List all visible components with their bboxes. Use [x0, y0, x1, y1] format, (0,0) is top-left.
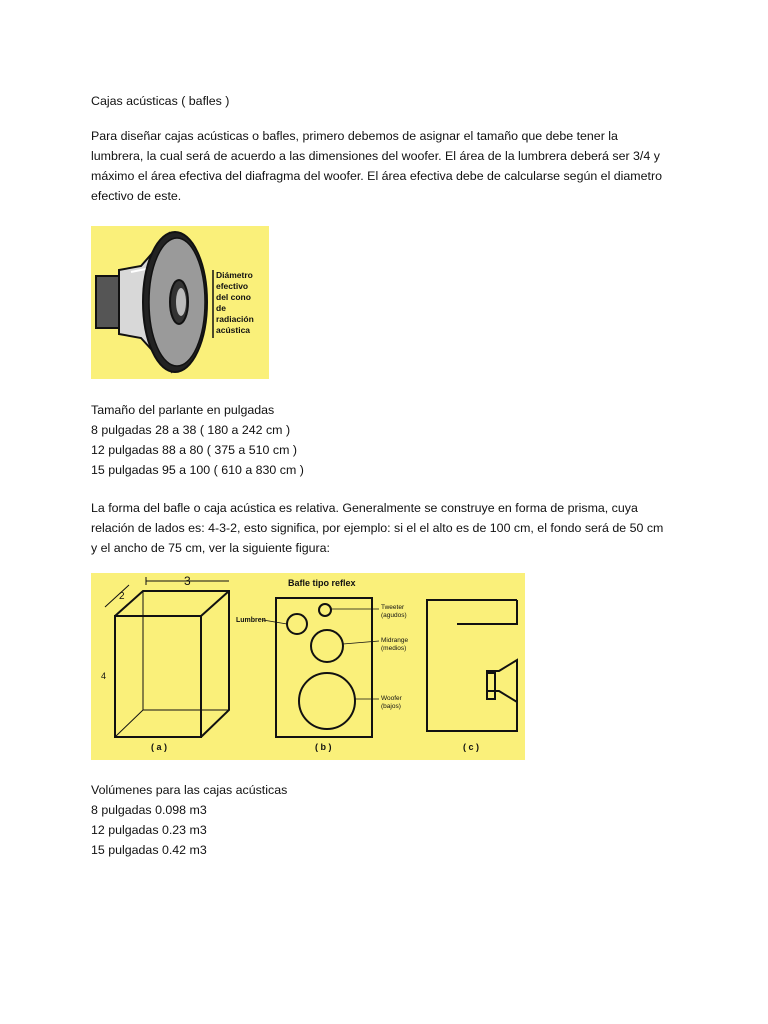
- sizes-row-8: 8 pulgadas 28 a 38 ( 180 a 242 cm ): [91, 423, 291, 437]
- reflex-title: Bafle tipo reflex: [288, 578, 356, 588]
- diameter-label-6: acústica: [216, 325, 251, 335]
- volumes-heading: Volúmenes para las cajas acústicas: [91, 783, 288, 797]
- intro-line-3: máximo el área efectiva del diafragma del woofer. El área efectiva debe de calcularse según el diametro: [91, 169, 662, 183]
- speaker-figure: [91, 226, 269, 379]
- diameter-label-4: de: [216, 303, 226, 313]
- woofer-sub: (bajos): [381, 703, 401, 710]
- box-figure: [91, 573, 525, 760]
- intro-line-4: efectivo de este.: [91, 189, 182, 203]
- shape-line-2: relación de lados es: 4-3-2, esto significa, por ejemplo: si el el alto es de 100 cm, el fondo será de 50 cm: [91, 521, 664, 535]
- document-title: Cajas acústicas ( bafles ): [91, 94, 230, 108]
- intro-line-1: Para diseñar cajas acústicas o bafles, primero debemos de asignar el tamaño que debe tener la: [91, 129, 618, 143]
- speaker-illustration: [91, 226, 269, 379]
- diameter-label-5: radiación: [216, 314, 254, 324]
- diameter-label-2: efectivo: [216, 281, 249, 291]
- midrange-label: Midrange: [381, 637, 409, 644]
- diameter-label-3: del cono: [216, 292, 251, 302]
- volumes-row-12: 12 pulgadas 0.23 m3: [91, 823, 207, 837]
- dimension-4-label: 4: [101, 671, 107, 681]
- diameter-label-1: Diámetro: [216, 270, 253, 280]
- caption-c: ( c ): [463, 742, 480, 752]
- midrange-sub: (medios): [381, 645, 407, 652]
- dimension-3-label: 3: [184, 574, 191, 588]
- volumes-row-15: 15 pulgadas 0.42 m3: [91, 843, 207, 857]
- sizes-row-12: 12 pulgadas 88 a 80 ( 375 a 510 cm ): [91, 443, 297, 457]
- box-illustration: [91, 573, 525, 760]
- lumbrera-label: Lumbren: [236, 617, 266, 624]
- magnet-shape: [96, 276, 121, 328]
- caption-a: ( a ): [151, 742, 168, 752]
- caption-b: ( b ): [315, 742, 332, 752]
- woofer-label: Woofer: [381, 695, 402, 702]
- shape-line-1: La forma del bafle o caja acústica es relativa. Generalmente se construye en forma de prisma, cuya: [91, 501, 638, 515]
- sizes-heading: Tamaño del parlante en pulgadas: [91, 403, 275, 417]
- sizes-row-15: 15 pulgadas 95 a 100 ( 610 a 830 cm ): [91, 463, 304, 477]
- intro-line-2: lumbrera, la cual será de acuerdo a las dimensiones del woofer. El área de la lumbrera deberá ser 3/4 y: [91, 149, 660, 163]
- tweeter-sub: (agudos): [381, 612, 407, 619]
- dimension-2-label: 2: [119, 591, 125, 602]
- shape-line-3: y el ancho de 75 cm, ver la siguiente figura:: [91, 541, 330, 555]
- tweeter-label: Tweeter: [381, 604, 405, 611]
- volumes-row-8: 8 pulgadas 0.098 m3: [91, 803, 207, 817]
